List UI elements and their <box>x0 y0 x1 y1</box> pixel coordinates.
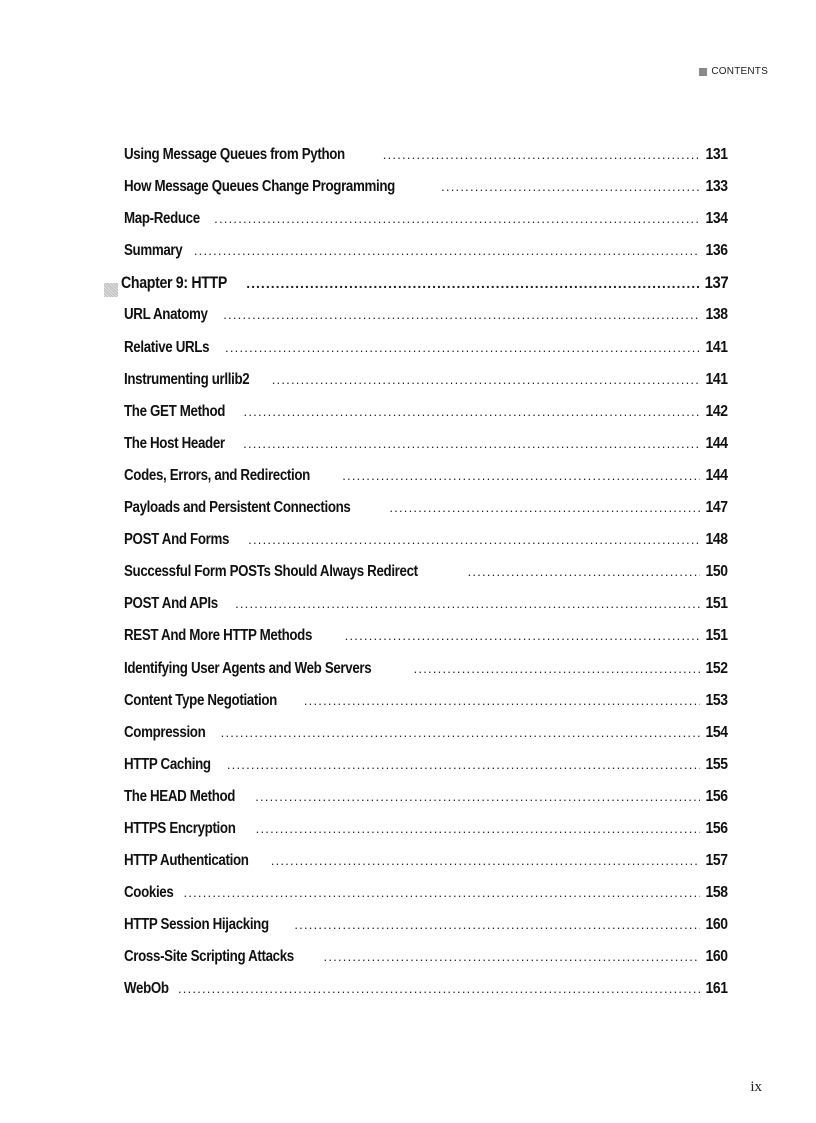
toc-entry-title: Summary <box>124 242 183 260</box>
toc-entry-page: 142 <box>705 402 728 420</box>
toc-chapter-title: Chapter 9: HTTP <box>121 274 228 293</box>
toc-entry[interactable] <box>124 948 728 980</box>
dot-leader <box>414 661 701 676</box>
toc-entry[interactable] <box>124 531 728 563</box>
toc-entry[interactable] <box>124 306 728 338</box>
dot-leader <box>221 725 701 740</box>
chapter-marker-icon <box>104 283 118 297</box>
toc-entry-title: POST And Forms <box>124 531 230 549</box>
header-section-label: CONTENTS <box>711 66 768 77</box>
dot-leader <box>389 500 700 515</box>
toc-entry-title: The HEAD Method <box>124 787 236 805</box>
toc-entry-title: Successful Form POSTs Should Always Redirect <box>124 563 418 581</box>
toc-entry-title: Using Message Queues from Python <box>124 146 345 163</box>
dot-leader <box>194 243 700 258</box>
header-square-icon <box>699 68 707 76</box>
toc-entry[interactable] <box>124 852 728 884</box>
toc-entry[interactable] <box>124 660 728 692</box>
toc-entry-page: 155 <box>705 755 728 773</box>
dot-leader <box>244 404 701 419</box>
toc-entry[interactable] <box>124 916 728 948</box>
dot-leader <box>468 564 701 579</box>
toc-entry-title: Map-Reduce <box>124 210 200 228</box>
toc-entry-page: 141 <box>705 338 728 356</box>
dot-leader <box>243 436 700 451</box>
dot-leader <box>227 757 700 772</box>
toc-entry-page: 151 <box>705 595 728 613</box>
toc-entry-title: HTTPS Encryption <box>124 819 236 837</box>
toc-entry[interactable] <box>124 724 728 756</box>
toc-entry[interactable] <box>124 403 728 435</box>
toc-entry[interactable] <box>124 242 728 274</box>
toc-entry-page: 158 <box>705 884 728 902</box>
toc-entry-page: 152 <box>705 659 728 677</box>
toc-entry[interactable] <box>124 371 728 403</box>
toc-entry-page: 161 <box>705 980 728 998</box>
dot-leader <box>246 275 698 291</box>
dot-leader <box>271 853 701 868</box>
toc-entry-page: 148 <box>705 531 728 549</box>
dot-leader <box>324 949 701 964</box>
toc-entry-page: 150 <box>705 563 728 581</box>
running-header <box>699 66 768 77</box>
dot-leader <box>256 821 701 836</box>
toc-entry-title: How Message Queues Change Programming <box>124 178 395 196</box>
toc-entry[interactable] <box>124 467 728 499</box>
toc-entry-title: The GET Method <box>124 402 226 420</box>
toc-entry[interactable] <box>124 210 728 242</box>
toc-entry-page: 144 <box>705 434 728 452</box>
toc-entry-page: 156 <box>705 787 728 805</box>
toc-entry-title: WebOb <box>124 980 169 998</box>
toc-entry-page: 141 <box>705 370 728 388</box>
toc-entry-title: Compression <box>124 723 206 741</box>
page-number: ix <box>750 1079 762 1095</box>
toc-entry-page: 138 <box>705 306 728 324</box>
dot-leader <box>441 179 700 194</box>
dot-leader <box>294 917 700 932</box>
dot-leader <box>255 789 700 804</box>
toc-entry-page: 154 <box>705 723 728 741</box>
toc-entry[interactable] <box>124 692 728 724</box>
dot-leader <box>342 468 700 483</box>
dot-leader <box>272 372 701 387</box>
toc-entry[interactable] <box>124 178 728 210</box>
toc-entry-page: 160 <box>705 948 728 966</box>
dot-leader <box>248 532 700 547</box>
toc-entry-page: 144 <box>705 466 728 484</box>
dot-leader <box>225 340 700 355</box>
toc-entry[interactable] <box>124 820 728 852</box>
toc-entry[interactable] <box>124 435 728 467</box>
toc-chapter-page: 137 <box>704 274 728 293</box>
dot-leader <box>345 628 701 643</box>
dot-leader <box>214 211 700 226</box>
toc-entry-page: 147 <box>705 499 728 517</box>
toc-chapter-entry[interactable] <box>104 274 728 306</box>
toc-entry-title: The Host Header <box>124 434 225 452</box>
toc-entry[interactable] <box>124 563 728 595</box>
dot-leader <box>235 596 700 611</box>
toc-entry[interactable] <box>124 980 728 1012</box>
toc-entry-title: Payloads and Persistent Connections <box>124 499 351 517</box>
toc-entry-page: 134 <box>705 210 728 228</box>
toc-entry-title: HTTP Caching <box>124 755 211 773</box>
toc-entry[interactable] <box>124 627 728 659</box>
toc-entry[interactable] <box>124 884 728 916</box>
toc-entry-page: 153 <box>705 691 728 709</box>
toc-entry-page: 136 <box>705 242 728 260</box>
toc-entry-title: REST And More HTTP Methods <box>124 627 313 645</box>
toc-entry[interactable] <box>124 499 728 531</box>
dot-leader <box>383 147 701 162</box>
toc-entry[interactable] <box>124 339 728 371</box>
toc-entry-page: 160 <box>705 916 728 934</box>
toc-entry[interactable] <box>124 788 728 820</box>
toc-entry[interactable] <box>124 146 728 178</box>
toc-entry-title: URL Anatomy <box>124 306 208 324</box>
dot-leader <box>223 307 700 322</box>
toc-entry-title: HTTP Session Hijacking <box>124 916 269 934</box>
toc-entry-title: HTTP Authentication <box>124 852 249 870</box>
toc-entry-title: Content Type Negotiation <box>124 691 277 709</box>
toc-entry-page: 133 <box>705 178 728 196</box>
toc-entry-title: Instrumenting urllib2 <box>124 370 250 388</box>
toc-entry-title: Identifying User Agents and Web Servers <box>124 659 372 677</box>
toc-entry-page: 156 <box>705 819 728 837</box>
dot-leader <box>184 885 701 900</box>
toc-entry-title: POST And APIs <box>124 595 218 613</box>
toc-entry[interactable] <box>124 595 728 627</box>
toc-entry-title: Cookies <box>124 884 174 902</box>
dot-leader <box>178 981 700 996</box>
toc-entry[interactable] <box>124 756 728 788</box>
toc-entry-title: Codes, Errors, and Redirection <box>124 466 310 484</box>
toc-entry-page: 131 <box>705 146 728 163</box>
dot-leader <box>304 693 701 708</box>
table-of-contents <box>121 146 728 1013</box>
toc-entry-page: 157 <box>705 852 728 870</box>
toc-entry-title: Cross-Site Scripting Attacks <box>124 948 294 966</box>
toc-entry-page: 151 <box>705 627 728 645</box>
toc-entry-title: Relative URLs <box>124 338 210 356</box>
